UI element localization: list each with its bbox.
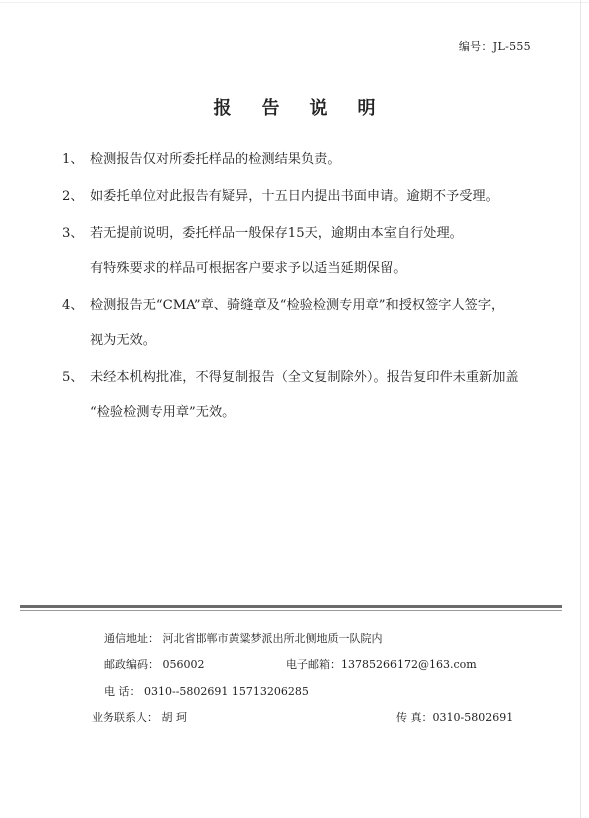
notice-item-3 <box>62 224 562 279</box>
contact-person: 业务联系人： 胡 珂 <box>92 711 187 724</box>
item-number: 2、 <box>62 189 84 204</box>
item-number: 5、 <box>62 370 84 385</box>
page-title: 报告说明 <box>213 98 406 119</box>
notice-item-5 <box>62 368 562 423</box>
contact-address: 通信地址： 河北省邯郸市黄粱梦派出所北侧地质一队院内 <box>104 632 383 645</box>
contact-fax: 传 真：0310-5802691 <box>396 711 514 724</box>
item-text: 检测报告无“CMA”章、骑缝章及“检验检测专用章”和授权签字人签字， <box>90 298 505 313</box>
item-text-continued: “检验检测专用章”无效。 <box>90 405 236 420</box>
footer-divider-thin <box>20 610 562 611</box>
document-number: 编号：JL-555 <box>458 40 531 53</box>
page-right-edge <box>580 0 581 818</box>
notice-item-2 <box>62 187 562 207</box>
contact-email: 电子邮箱：13785266172@163.com <box>286 658 477 671</box>
notice-list <box>62 150 562 423</box>
item-text-continued: 有特殊要求的样品可根据客户要求予以适当延期保留。 <box>90 261 407 276</box>
item-number: 4、 <box>62 298 84 313</box>
item-text: 若无提前说明，委托样品一般保存15天，逾期由本室自行处理。 <box>90 226 463 241</box>
notice-item-4 <box>62 296 562 351</box>
contact-phone: 电 话： 0310--5802691 15713206285 <box>104 685 309 698</box>
item-text: 检测报告仅对所委托样品的检测结果负责。 <box>90 152 341 167</box>
item-text: 未经本机构批准，不得复制报告（全文复制除外）。报告复印件未重新加盖 <box>90 370 519 385</box>
page-top-edge <box>0 2 589 3</box>
contact-postal-code: 邮政编码： 056002 <box>104 658 205 671</box>
item-number: 1、 <box>62 152 84 167</box>
footer-divider-thick <box>20 605 562 608</box>
item-text-continued: 视为无效。 <box>90 333 156 348</box>
item-text: 如委托单位对此报告有疑异，十五日内提出书面申请。逾期不予受理。 <box>90 189 499 204</box>
notice-item-1 <box>62 150 562 170</box>
item-number: 3、 <box>62 226 84 241</box>
